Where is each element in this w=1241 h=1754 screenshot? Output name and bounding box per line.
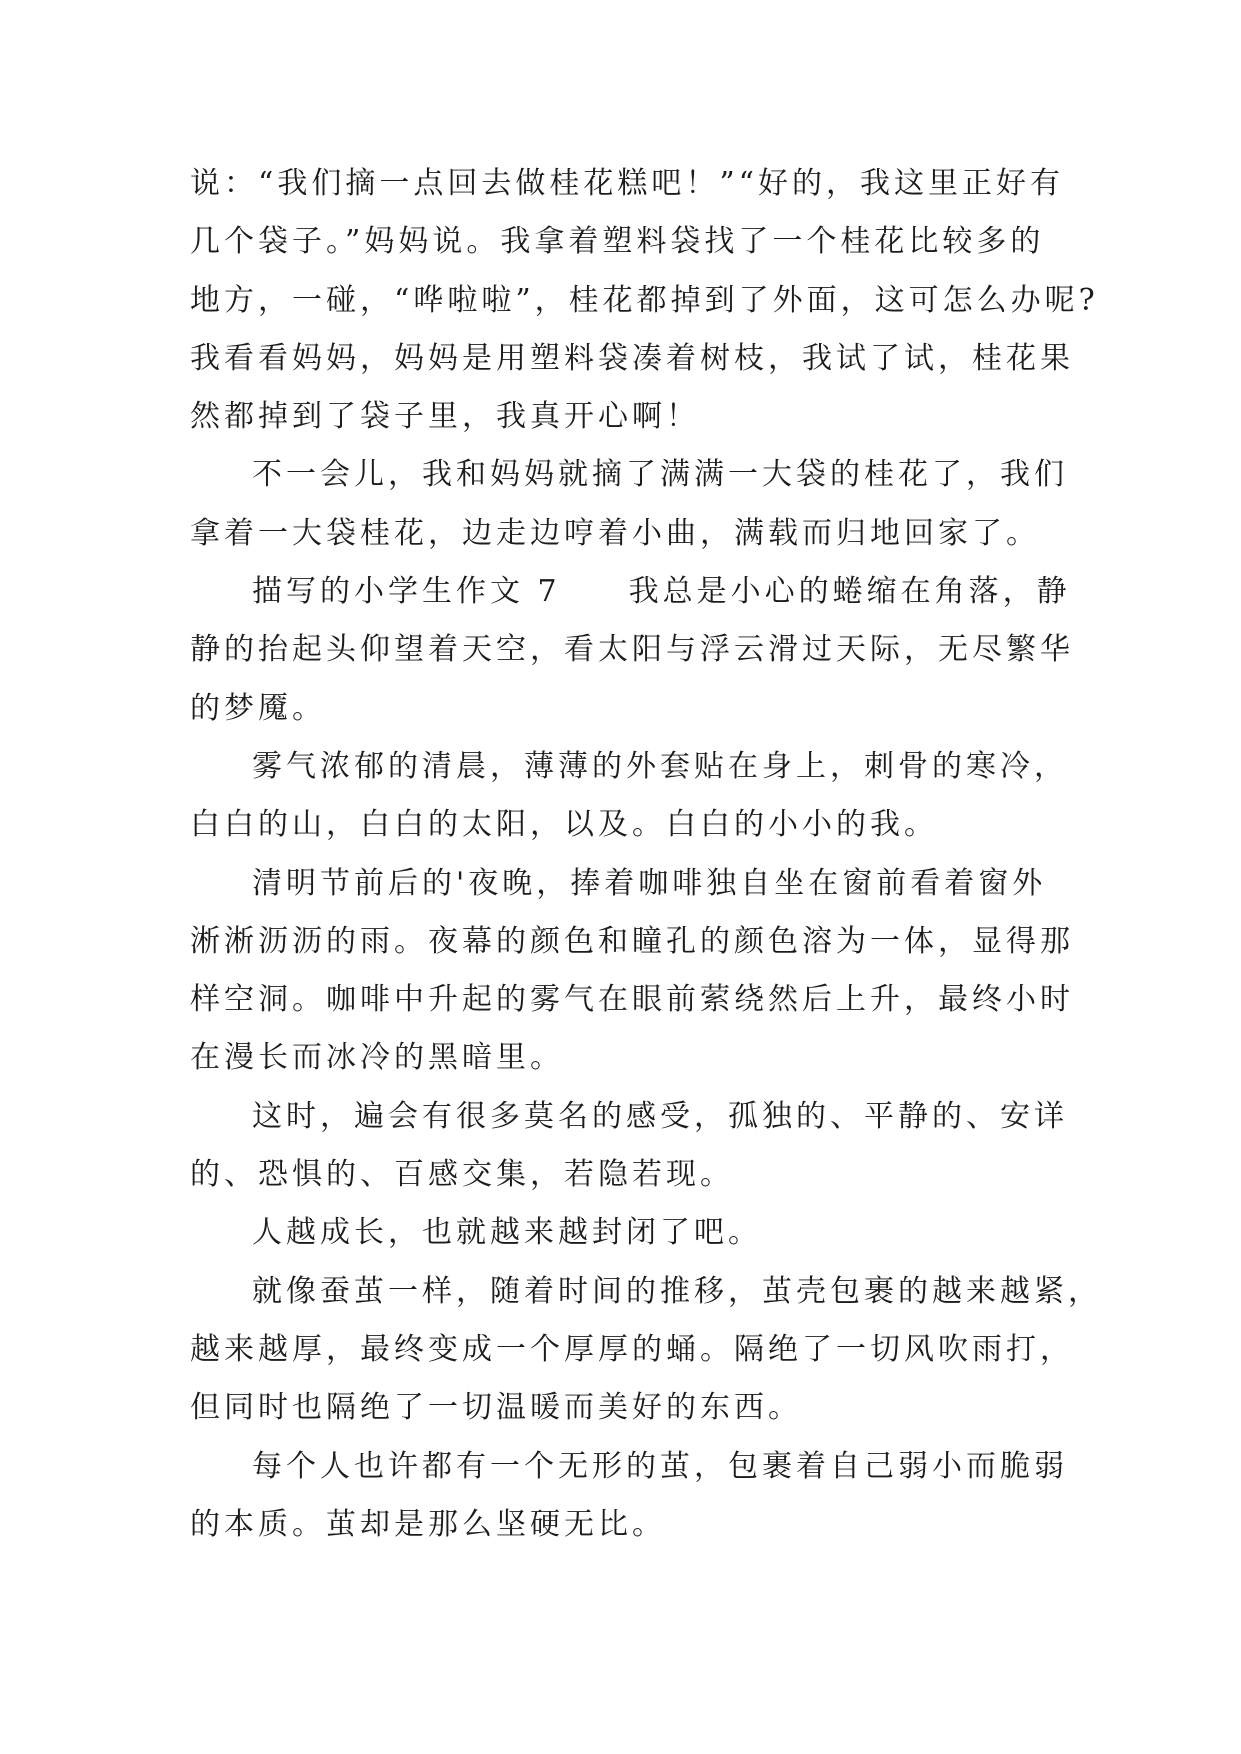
text-line: 样空洞。咖啡中升起的雾气在眼前萦绕然后上升，最终小时 [190,982,1074,1018]
text-line: 白白的山，白白的太阳，以及。白白的小小的我。 [190,807,938,843]
paragraph-start-line: 这时，遍会有很多莫名的感受，孤独的、平静的、安详 [252,1098,1068,1134]
paragraph-start-line: 清明节前后的'夜晚，捧着咖啡独自坐在窗前看着窗外 [252,865,1047,901]
text-line: 拿着一大袋桂花，边走边哼着小曲，满载而归地回家了。 [190,515,1040,551]
text-line: 地方，一碰，“哗啦啦”，桂花都掉到了外面，这可怎么办呢? [190,282,1099,318]
paragraph-start-line: 就像蚕茧一样，随着时间的推移，茧壳包裹的越来越紧， [252,1273,1102,1309]
text-line: 但同时也隔绝了一切温暖而美好的东西。 [190,1390,802,1426]
paragraph-start-line: 人越成长，也就越来越封闭了吧。 [252,1215,762,1251]
text-line: 我看看妈妈，妈妈是用塑料袋凑着树枝，我试了试，桂花果 [190,340,1074,376]
text-line: 说：“我们摘一点回去做桂花糕吧！”“好的，我这里正好有 [190,166,1065,201]
text-line: 几个袋子。”妈妈说。我拿着塑料袋找了一个桂花比较多的 [190,224,1045,260]
text-line: 然都掉到了袋子里，我真开心啊！ [190,399,700,435]
text-line: 的本质。茧却是那么坚硬无比。 [190,1506,666,1542]
document-body [190,155,1102,1554]
paragraph-start-line: 雾气浓郁的清晨，薄薄的外套贴在身上，刺骨的寒冷， [252,748,1068,784]
text-line: 淅淅沥沥的雨。夜幕的颜色和瞳孔的颜色溶为一体，显得那 [190,923,1074,959]
paragraph-start-line: 不一会儿，我和妈妈就摘了满满一大袋的桂花了，我们 [252,457,1068,493]
text-line: 的、恐惧的、百感交集，若隐若现。 [190,1157,734,1193]
text-line: 的梦魇。 [190,690,326,726]
text-line: 静的抬起头仰望着天空，看太阳与浮云滑过天际，无尽繁华 [190,632,1074,668]
paragraph-start-line: 描写的小学生作文 7 我总是小心的蜷缩在角落，静 [252,574,1071,610]
paragraph-start-line: 每个人也许都有一个无形的茧，包裹着自己弱小而脆弱 [252,1448,1068,1484]
text-line: 越来越厚，最终变成一个厚厚的蛹。隔绝了一切风吹雨打， [190,1331,1074,1367]
text-line: 在漫长而冰冷的黑暗里。 [190,1040,564,1076]
